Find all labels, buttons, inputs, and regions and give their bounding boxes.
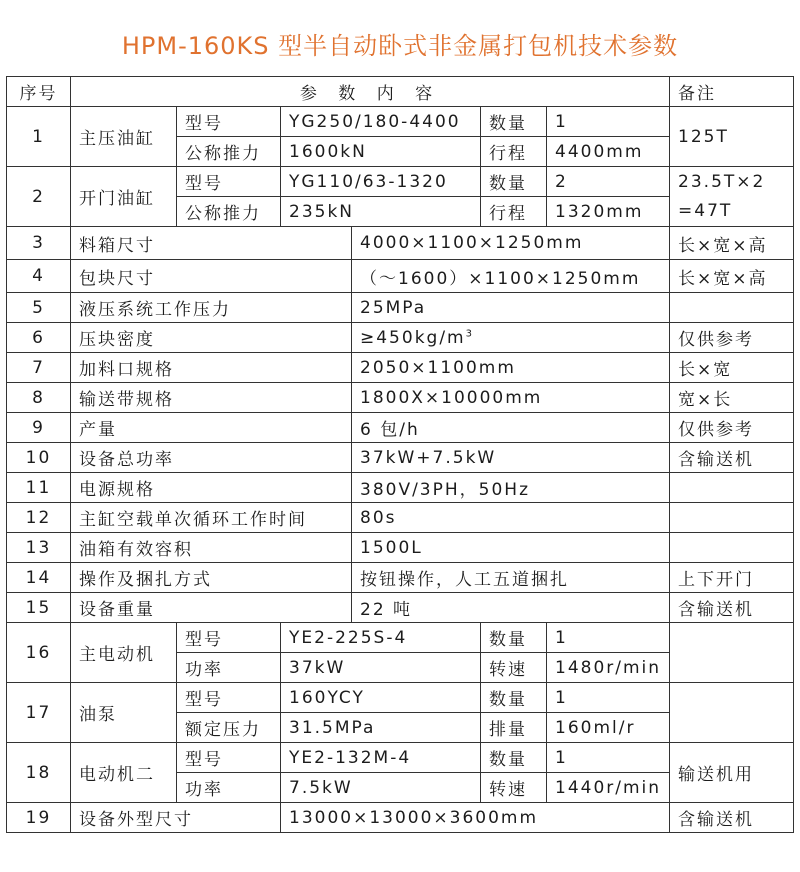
note-cell: 含输送机 bbox=[670, 443, 794, 473]
item-name: 开门油缸 bbox=[71, 167, 177, 227]
superscript: 3 bbox=[465, 327, 472, 339]
item-name: 主压油缸 bbox=[71, 107, 177, 167]
table-row bbox=[7, 533, 794, 563]
table-row bbox=[7, 260, 794, 293]
sub-label: 数量 bbox=[481, 683, 547, 713]
sub-value: 7.5kW bbox=[281, 773, 481, 803]
header-note: 备注 bbox=[670, 77, 794, 107]
sub-value: 160ml/r bbox=[547, 713, 670, 743]
sub-label: 排量 bbox=[481, 713, 547, 743]
sub-label: 功率 bbox=[177, 773, 281, 803]
seq-cell: 10 bbox=[7, 443, 71, 473]
table-row bbox=[7, 503, 794, 533]
note-cell: 含输送机 bbox=[670, 593, 794, 623]
seq-cell: 8 bbox=[7, 383, 71, 413]
item-name: 产量 bbox=[71, 413, 352, 443]
sub-label: 行程 bbox=[481, 137, 547, 167]
seq-cell: 19 bbox=[7, 803, 71, 833]
sub-value: YE2-225S-4 bbox=[281, 623, 481, 653]
note-cell: 宽×长 bbox=[670, 383, 794, 413]
note-cell: 仅供参考 bbox=[670, 413, 794, 443]
note-cell: 长×宽×高 bbox=[670, 227, 794, 260]
seq-cell: 2 bbox=[7, 167, 71, 227]
sub-value: 4400mm bbox=[547, 137, 670, 167]
item-value: 37kW+7.5kW bbox=[352, 443, 670, 473]
sub-value: YG110/63-1320 bbox=[281, 167, 481, 197]
seq-cell: 4 bbox=[7, 260, 71, 293]
note-cell: 长×宽×高 bbox=[670, 260, 794, 293]
seq-cell: 1 bbox=[7, 107, 71, 167]
table-row bbox=[7, 323, 794, 353]
sub-value: 1600kN bbox=[281, 137, 481, 167]
sub-value: 1 bbox=[547, 743, 670, 773]
sub-value: 1 bbox=[547, 107, 670, 137]
seq-cell: 3 bbox=[7, 227, 71, 260]
seq-cell: 17 bbox=[7, 683, 71, 743]
item-value: 4000×1100×1250mm bbox=[352, 227, 670, 260]
item-value: 1800X×10000mm bbox=[352, 383, 670, 413]
sub-label: 转速 bbox=[481, 773, 547, 803]
sub-label: 额定压力 bbox=[177, 713, 281, 743]
spec-table bbox=[6, 76, 794, 833]
table-row bbox=[7, 227, 794, 260]
note-cell: 仅供参考 bbox=[670, 323, 794, 353]
item-name: 料箱尺寸 bbox=[71, 227, 352, 260]
table-row bbox=[7, 623, 794, 653]
seq-cell: 14 bbox=[7, 563, 71, 593]
sub-label: 公称推力 bbox=[177, 197, 281, 227]
table-row bbox=[7, 353, 794, 383]
header-content: 参 数 内 容 bbox=[71, 77, 670, 107]
item-value: 380V/3PH，50Hz bbox=[352, 473, 670, 503]
table-row bbox=[7, 413, 794, 443]
sub-value: YE2-132M-4 bbox=[281, 743, 481, 773]
item-name: 包块尺寸 bbox=[71, 260, 352, 293]
item-value: 2050×1100mm bbox=[352, 353, 670, 383]
note-line: 23.5T×2 bbox=[678, 171, 766, 192]
item-name: 液压系统工作压力 bbox=[71, 293, 352, 323]
item-name: 油泵 bbox=[71, 683, 177, 743]
sub-label: 型号 bbox=[177, 167, 281, 197]
item-name: 电动机二 bbox=[71, 743, 177, 803]
note-cell bbox=[670, 293, 794, 323]
note-cell: 含输送机 bbox=[670, 803, 794, 833]
table-row bbox=[7, 803, 794, 833]
sub-label: 数量 bbox=[481, 743, 547, 773]
note-cell bbox=[670, 503, 794, 533]
sub-label: 行程 bbox=[481, 197, 547, 227]
item-name: 压块密度 bbox=[71, 323, 352, 353]
seq-cell: 7 bbox=[7, 353, 71, 383]
item-value: 22 吨 bbox=[352, 593, 670, 623]
note-line: =47T bbox=[678, 200, 733, 221]
item-value: 1500L bbox=[352, 533, 670, 563]
table-row bbox=[7, 167, 794, 197]
sub-label: 型号 bbox=[177, 743, 281, 773]
table-row bbox=[7, 383, 794, 413]
note-cell bbox=[670, 533, 794, 563]
sub-label: 数量 bbox=[481, 623, 547, 653]
table-row bbox=[7, 473, 794, 503]
seq-cell: 11 bbox=[7, 473, 71, 503]
sub-label: 数量 bbox=[481, 107, 547, 137]
sub-value: 1 bbox=[547, 683, 670, 713]
item-value: 按钮操作，人工五道捆扎 bbox=[352, 563, 670, 593]
item-name: 设备外型尺寸 bbox=[71, 803, 281, 833]
seq-cell: 5 bbox=[7, 293, 71, 323]
item-name: 加料口规格 bbox=[71, 353, 352, 383]
note-cell: 输送机用 bbox=[670, 743, 794, 803]
seq-cell: 13 bbox=[7, 533, 71, 563]
sub-value: 2 bbox=[547, 167, 670, 197]
seq-cell: 18 bbox=[7, 743, 71, 803]
item-name: 设备重量 bbox=[71, 593, 352, 623]
sub-value: 1440r/min bbox=[547, 773, 670, 803]
table-row bbox=[7, 593, 794, 623]
note-cell: 上下开门 bbox=[670, 563, 794, 593]
item-value: 6 包/h bbox=[352, 413, 670, 443]
note-cell: 125T bbox=[670, 107, 794, 167]
note-cell bbox=[670, 623, 794, 683]
table-row bbox=[7, 683, 794, 713]
sub-label: 型号 bbox=[177, 623, 281, 653]
document-title: HPM-160KS 型半自动卧式非金属打包机技术参数 bbox=[121, 32, 679, 60]
seq-cell: 12 bbox=[7, 503, 71, 533]
sub-label: 型号 bbox=[177, 683, 281, 713]
item-name: 主电动机 bbox=[71, 623, 177, 683]
item-value: 13000×13000×3600mm bbox=[281, 803, 670, 833]
item-value: （～1600）×1100×1250mm bbox=[352, 260, 670, 293]
sub-value: 37kW bbox=[281, 653, 481, 683]
table-row bbox=[7, 743, 794, 773]
seq-cell: 9 bbox=[7, 413, 71, 443]
item-name: 主缸空载单次循环工作时间 bbox=[71, 503, 352, 533]
table-row bbox=[7, 443, 794, 473]
sub-label: 转速 bbox=[481, 653, 547, 683]
item-value bbox=[352, 323, 670, 353]
sub-value: 235kN bbox=[281, 197, 481, 227]
header-seq: 序号 bbox=[7, 77, 71, 107]
note-cell bbox=[670, 167, 794, 227]
item-name: 输送带规格 bbox=[71, 383, 352, 413]
sub-value: 160YCY bbox=[281, 683, 481, 713]
table-row bbox=[7, 107, 794, 137]
note-cell: 长×宽 bbox=[670, 353, 794, 383]
sub-value: 1480r/min bbox=[547, 653, 670, 683]
value-text: ≥450kg/m bbox=[360, 327, 466, 348]
item-value: 25MPa bbox=[352, 293, 670, 323]
item-value: 80s bbox=[352, 503, 670, 533]
sub-value: 31.5MPa bbox=[281, 713, 481, 743]
note-cell bbox=[670, 473, 794, 503]
sub-label: 数量 bbox=[481, 167, 547, 197]
sub-value: YG250/180-4400 bbox=[281, 107, 481, 137]
table-row bbox=[7, 293, 794, 323]
item-name: 电源规格 bbox=[71, 473, 352, 503]
header-row bbox=[7, 77, 794, 107]
sub-value: 1 bbox=[547, 623, 670, 653]
sub-label: 功率 bbox=[177, 653, 281, 683]
sub-label: 型号 bbox=[177, 107, 281, 137]
item-name: 操作及捆扎方式 bbox=[71, 563, 352, 593]
seq-cell: 6 bbox=[7, 323, 71, 353]
note-cell bbox=[670, 683, 794, 743]
sub-label: 公称推力 bbox=[177, 137, 281, 167]
seq-cell: 15 bbox=[7, 593, 71, 623]
sub-value: 1320mm bbox=[547, 197, 670, 227]
seq-cell: 16 bbox=[7, 623, 71, 683]
item-name: 设备总功率 bbox=[71, 443, 352, 473]
table-row bbox=[7, 563, 794, 593]
item-name: 油箱有效容积 bbox=[71, 533, 352, 563]
